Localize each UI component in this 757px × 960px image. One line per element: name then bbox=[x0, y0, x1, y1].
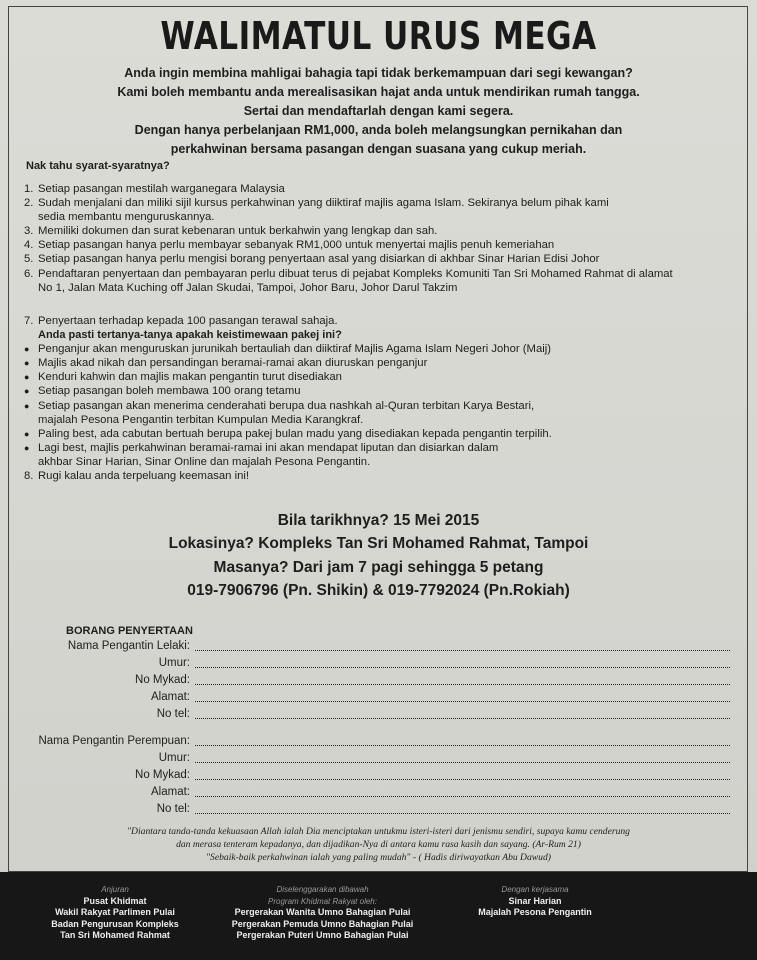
bullet-icon: ● bbox=[24, 372, 30, 383]
intro-line: Kami boleh membantu anda merealisasikan hajat anda untuk mendirikan rumah tangga. bbox=[117, 85, 640, 99]
intro-line: Sertai dan mendaftarlah dengan kami segera. bbox=[243, 104, 514, 118]
partner-column: Dengan kerjasama Sinar Harian Majalah Pesona Pengantin bbox=[478, 885, 592, 917]
list-item: 2. Sudah menjalani dan miliki sijil kursus perkahwinan yang diiktiraf majlis agama Islam. Sekiranya belum pihak kami bbox=[24, 197, 609, 210]
list-item: 3. Memiliki dokumen dan surat kebenaran untuk berkahwin yang lengkap dan sah. bbox=[24, 225, 438, 238]
bullet-icon: ● bbox=[24, 428, 30, 439]
groom-age-field[interactable]: Umur: bbox=[30, 657, 730, 671]
bride-mykad-field[interactable]: No Mykad: bbox=[30, 769, 730, 783]
requirements-list bbox=[24, 182, 673, 295]
event-location: Lokasinya? Kompleks Tan Sri Mohamed Rahmat, Tampoi bbox=[168, 535, 589, 552]
quote-line: dan merasa tenteram kepadanya, dan dijadikan-Nya di antara kamu rasa kasih dan sayang. (Ar-Rum 21) bbox=[176, 839, 581, 850]
bullet-icon: ● bbox=[24, 344, 30, 355]
list-item: ● Paling best, ada cabutan bertuah berupa pakej bulan madu yang disediakan kepada pengantin terpilih. bbox=[24, 427, 552, 440]
list-item: ● Setiap pasangan boleh membawa 100 orang tetamu bbox=[24, 385, 301, 398]
form-title: BORANG PENYERTAAN bbox=[66, 625, 193, 637]
bride-phone-field[interactable]: No tel: bbox=[30, 803, 730, 817]
bullet-icon: ● bbox=[24, 386, 30, 397]
groom-mykad-field[interactable]: No Mykad: bbox=[30, 674, 730, 688]
groom-phone-field[interactable]: No tel: bbox=[30, 708, 730, 722]
groom-address-field[interactable]: Alamat: bbox=[30, 691, 730, 705]
list-item-continuation: akhbar Sinar Harian, Sinar Online dan majalah Pesona Pengantin. bbox=[38, 455, 371, 468]
intro-line: perkahwinan bersama pasangan dengan suasana yang cukup meriah. bbox=[170, 142, 587, 156]
list-item: 8. Rugi kalau anda terpeluang keemasan ini! bbox=[24, 470, 250, 483]
bride-age-field[interactable]: Umur: bbox=[30, 752, 730, 766]
list-item: 4. Setiap pasangan hanya perlu membayar sebanyak RM1,000 untuk menyertai majlis penuh kemeriahan bbox=[24, 239, 555, 252]
quote-line: "Sebaik-baik perkahwinan ialah yang paling mudah" - ( Hadis diriwayatkan Abu Dawud) bbox=[206, 852, 551, 863]
list-item: 5. Setiap pasangan hanya perlu mengisi borang penyertaan asal yang disiarkan di akhbar Sinar Harian Edisi Johor bbox=[24, 253, 600, 266]
intro-text bbox=[0, 64, 757, 159]
list-item: 7. Penyertaan terhadap kepada 100 pasangan terawal sahaja. bbox=[24, 315, 338, 327]
footer-sponsors bbox=[0, 872, 757, 960]
list-item: ● Lagi best, majlis perkahwinan beramai-ramai ini akan mendapat liputan dan disiarkan dalam bbox=[24, 441, 499, 454]
program-column: Diselenggarakan dibawah Program Khidmat Rakyat oleh: Pergerakan Wanita Umno Bahagian Pulai Pergerakan Pemuda Umno Bahagian Pulai Pergerakan Puteri Umno Bahagian Pulai bbox=[231, 885, 414, 940]
organizer-column: Anjuran Pusat Khidmat Wakil Rakyat Parlimen Pulai Badan Pengurusan Kompleks Tan Sri Mohamed Rahmat bbox=[51, 885, 179, 940]
groom-name-field[interactable]: Nama Pengantin Lelaki: bbox=[30, 640, 730, 654]
list-item-continuation: No 1, Jalan Mata Kuching off Jalan Skudai, Tampoi, Johor Baru, Johor Darul Takzim bbox=[38, 281, 458, 294]
list-item: ● Setiap pasangan akan menerima cenderahati berupa dua nashkah al-Quran terbitan Karya Bestari, bbox=[24, 399, 535, 412]
bride-name-field[interactable]: Nama Pengantin Perempuan: bbox=[30, 735, 730, 749]
bullet-icon: ● bbox=[24, 400, 30, 411]
list-item: 1. Setiap pasangan mestilah warganegara Malaysia bbox=[24, 183, 285, 195]
bullet-icon: ● bbox=[24, 442, 30, 453]
list-item: ● Majlis akad nikah dan persandingan beramai-ramai akan diuruskan penganjur bbox=[24, 357, 428, 370]
bride-address-field[interactable]: Alamat: bbox=[30, 786, 730, 800]
contact-numbers: 019-7906796 (Pn. Shikin) & 019-7792024 (Pn.Rokiah) bbox=[187, 582, 570, 599]
event-date: Bila tarikhnya? 15 Mei 2015 bbox=[277, 512, 480, 529]
event-time: Masanya? Dari jam 7 pagi sehingga 5 petang bbox=[213, 559, 544, 576]
requirements-heading: Nak tahu syarat-syaratnya? bbox=[26, 160, 170, 172]
quote-line: "Diantara tanda-tanda kekuasaan Allah ialah Dia menciptakan untukmu isteri-isteri dari jenismu sendiri, supaya kamu cenderung bbox=[127, 826, 630, 837]
benefits-heading: Anda pasti tertanya-tanya apakah keistimewaan pakej ini? bbox=[38, 329, 342, 342]
list-item-continuation: majalah Pesona Pengantin terbitan Kumpulan Media Karangkraf. bbox=[38, 413, 364, 426]
intro-line: Anda ingin membina mahligai bahagia tapi tidak berkemampuan dari segi kewangan? bbox=[124, 66, 633, 80]
requirements-list-cont bbox=[24, 314, 552, 483]
list-item: ● Penganjur akan menguruskan jurunikah bertauliah dan diiktiraf Majlis Agama Islam Negeri Johor (Maij) bbox=[24, 343, 552, 356]
bullet-icon: ● bbox=[24, 358, 30, 369]
list-item-continuation: sedia membantu menguruskannya. bbox=[38, 211, 215, 224]
intro-line: Dengan hanya perbelanjaan RM1,000, anda boleh melangsungkan pernikahan dan bbox=[134, 123, 623, 137]
ad-title: WALIMATUL URUS MEGA bbox=[160, 14, 597, 58]
list-item: 6. Pendaftaran penyertaan dan pembayaran perlu dibuat terus di pejabat Kompleks Komuniti Tan Sri Mohamed Rahmat di alamat bbox=[24, 267, 673, 280]
list-item: ● Kenduri kahwin dan majlis makan pengantin turut disediakan bbox=[24, 371, 342, 384]
